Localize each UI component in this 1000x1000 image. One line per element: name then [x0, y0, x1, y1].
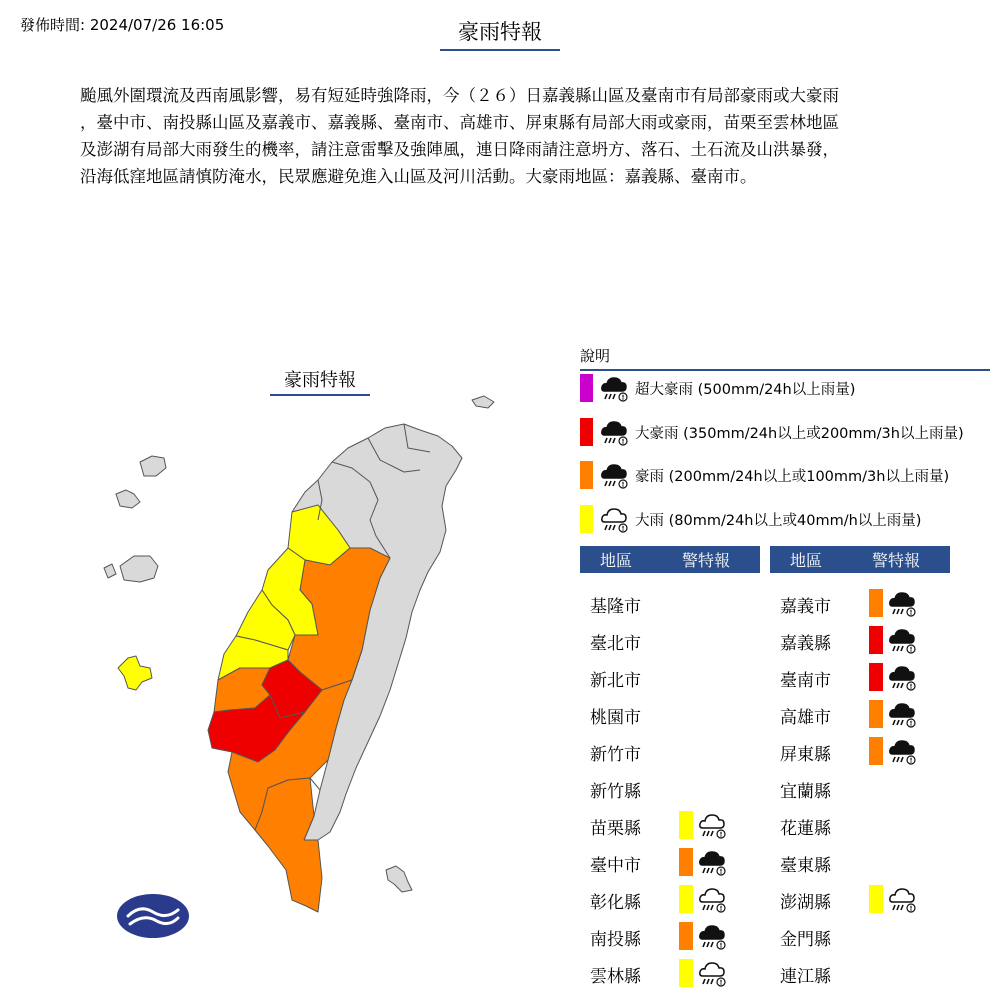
bulletin-line: ，臺中市、南投縣山區及嘉義市、嘉義縣、臺南市、高雄市、屏東縣有局部大雨或豪雨，苗栗至雲林地區	[80, 113, 839, 132]
region-name: 屏東縣	[780, 745, 831, 765]
region-name: 桃園市	[590, 708, 641, 728]
warning-swatch	[679, 848, 693, 876]
map-region-pingtung	[255, 778, 322, 912]
map-island-matsu-b	[116, 490, 140, 508]
map-island-kinmen	[104, 556, 158, 582]
region-name: 嘉義市	[780, 597, 831, 617]
legend-label: 大雨 (80mm/24h以上或40mm/h以上雨量)	[635, 512, 922, 529]
bulletin-line: 及澎湖有局部大雨發生的機率，請注意雷擊及強陣風，連日降雨請注意坍方、落石、土石流及山洪暴發，	[80, 140, 839, 159]
heavy-rain-cloud-icon	[697, 921, 727, 951]
legend-label: 豪雨 (200mm/24h以上或100mm/3h以上雨量)	[635, 468, 950, 485]
table-header-right	[770, 546, 950, 573]
heavy-rain-cloud-icon	[887, 662, 917, 692]
legend-item	[580, 374, 855, 402]
header-region: 地區	[599, 551, 632, 570]
region-name: 臺南市	[780, 671, 831, 691]
legend-item	[580, 418, 964, 446]
region-name: 新竹縣	[590, 782, 641, 802]
heavy-rain-cloud-icon	[599, 373, 629, 403]
table-header-left	[580, 546, 760, 573]
legend-item	[580, 505, 921, 533]
region-name: 彰化縣	[590, 893, 641, 913]
legend-label: 大豪雨 (350mm/24h以上或200mm/3h以上雨量)	[635, 425, 964, 442]
header-region: 地區	[789, 551, 822, 570]
heavy-rain-cloud-icon	[887, 699, 917, 729]
warning-swatch	[869, 737, 883, 765]
region-name: 臺北市	[590, 634, 641, 654]
map-island-penghu	[118, 656, 152, 690]
region-name: 基隆市	[590, 597, 641, 617]
legend-label: 超大豪雨 (500mm/24h以上雨量)	[635, 381, 856, 398]
region-name: 新竹市	[590, 745, 641, 765]
region-name: 高雄市	[780, 708, 831, 728]
warning-swatch	[679, 885, 693, 913]
warning-swatch	[869, 885, 883, 913]
region-name: 臺中市	[590, 856, 641, 876]
region-name: 嘉義縣	[780, 634, 831, 654]
map-island-matsu-a	[140, 456, 166, 476]
rain-cloud-outline-icon	[887, 884, 917, 914]
region-name: 苗栗縣	[590, 819, 641, 839]
warning-swatch	[869, 700, 883, 728]
legend-swatch	[580, 374, 593, 402]
map-title: 豪雨特報	[270, 366, 370, 396]
rain-cloud-outline-icon	[697, 810, 727, 840]
warning-swatch	[869, 626, 883, 654]
heavy-rain-cloud-icon	[887, 736, 917, 766]
heavy-rain-cloud-icon	[599, 460, 629, 490]
legend-swatch	[580, 505, 593, 533]
region-name: 連江縣	[780, 967, 831, 987]
region-name: 雲林縣	[590, 967, 641, 987]
map-island-green	[386, 866, 412, 892]
page-title: 豪雨特報	[440, 16, 560, 51]
region-name: 金門縣	[780, 930, 831, 950]
heavy-rain-cloud-icon	[887, 625, 917, 655]
region-name: 新北市	[590, 671, 641, 691]
legend-item	[580, 461, 949, 489]
warning-swatch	[679, 922, 693, 950]
heavy-rain-cloud-icon	[887, 588, 917, 618]
heavy-rain-cloud-icon	[697, 847, 727, 877]
cwa-logo-icon	[117, 894, 189, 938]
legend-swatch	[580, 461, 593, 489]
rain-cloud-outline-icon	[697, 958, 727, 988]
taiwan-warning-map	[95, 385, 515, 945]
issue-time: 發佈時間: 2024/07/26 16:05	[20, 16, 225, 34]
region-name: 宜蘭縣	[780, 782, 831, 802]
bulletin-text	[80, 82, 960, 190]
legend-swatch	[580, 418, 593, 446]
bulletin-line: 沿海低窪地區請慎防淹水，民眾應避免進入山區及河川活動。大豪雨地區：嘉義縣、臺南市。	[80, 167, 757, 186]
warning-swatch	[679, 811, 693, 839]
header-warning: 警特報	[681, 551, 730, 570]
rain-cloud-outline-icon	[697, 884, 727, 914]
region-name: 澎湖縣	[780, 893, 831, 913]
region-name: 臺東縣	[780, 856, 831, 876]
heavy-rain-cloud-icon	[599, 417, 629, 447]
map-island-guishan	[472, 396, 494, 408]
region-name: 花蓮縣	[780, 819, 831, 839]
warning-swatch	[869, 589, 883, 617]
warning-swatch	[869, 663, 883, 691]
rain-cloud-outline-icon	[599, 504, 629, 534]
warning-swatch	[679, 959, 693, 987]
header-warning: 警特報	[871, 551, 920, 570]
bulletin-line: 颱風外圍環流及西南風影響，易有短延時強降雨，今（２６）日嘉義縣山區及臺南市有局部豪雨或大豪雨	[80, 86, 839, 105]
legend-title: 說明	[580, 345, 990, 371]
region-name: 南投縣	[590, 930, 641, 950]
